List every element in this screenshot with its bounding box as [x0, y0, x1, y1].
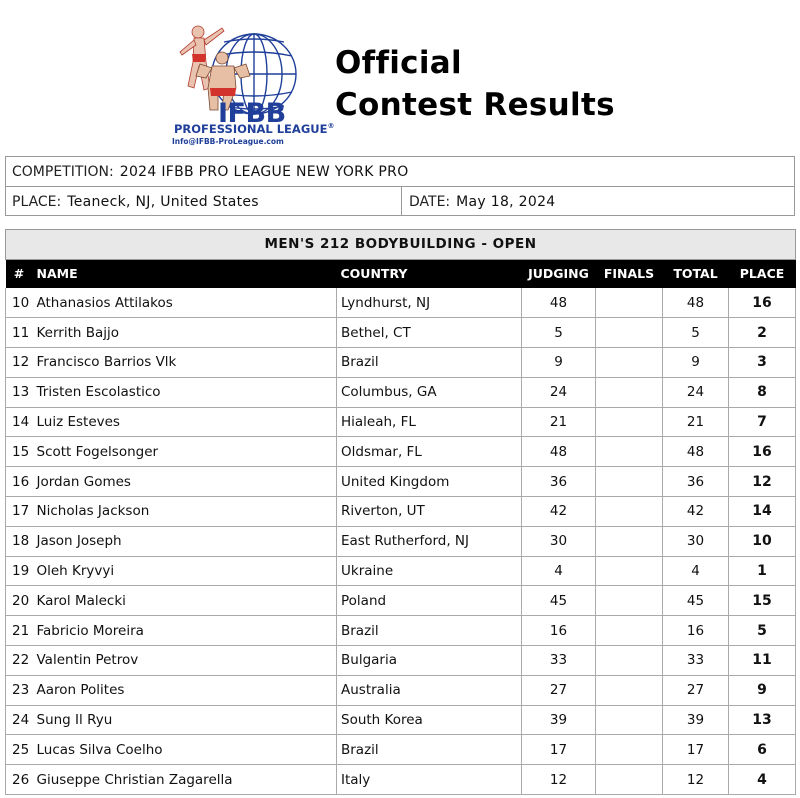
judging-score: 24	[522, 377, 596, 407]
athlete-number: 10	[6, 288, 33, 318]
athlete-country: Brazil	[337, 735, 522, 765]
finals-score	[596, 526, 663, 556]
table-row	[6, 765, 796, 795]
table-row	[6, 556, 796, 586]
col-header-country: COUNTRY	[337, 260, 522, 289]
placing: 1	[729, 556, 796, 586]
athlete-name: Fabricio Moreira	[33, 616, 337, 646]
athlete-name: Athanasios Attilakos	[33, 288, 337, 318]
athlete-country: Bethel, CT	[337, 318, 522, 348]
athlete-number: 19	[6, 556, 33, 586]
athlete-name: Lucas Silva Coelho	[33, 735, 337, 765]
competition-info	[5, 156, 795, 216]
table-row	[6, 616, 796, 646]
total-score: 48	[663, 437, 729, 467]
athlete-number: 22	[6, 646, 33, 676]
athlete-country: Oldsmar, FL	[337, 437, 522, 467]
table-row	[6, 646, 796, 676]
table-row	[6, 467, 796, 497]
table-row	[6, 407, 796, 437]
athlete-name: Kerrith Bajjo	[33, 318, 337, 348]
table-row	[6, 735, 796, 765]
judging-score: 27	[522, 675, 596, 705]
judging-score: 45	[522, 586, 596, 616]
judging-score: 17	[522, 735, 596, 765]
finals-score	[596, 348, 663, 378]
date-label: DATE:	[409, 194, 451, 210]
place-date-row	[6, 187, 794, 216]
col-header-name: NAME	[33, 260, 337, 289]
table-row	[6, 526, 796, 556]
place-value: Teaneck, NJ, United States	[67, 194, 259, 210]
col-header-total: TOTAL	[663, 260, 729, 289]
table-row	[6, 705, 796, 735]
judging-score: 21	[522, 407, 596, 437]
athlete-number: 12	[6, 348, 33, 378]
table-row	[6, 497, 796, 527]
total-score: 12	[663, 765, 729, 795]
placing: 11	[729, 646, 796, 676]
athlete-name: Aaron Polites	[33, 675, 337, 705]
athlete-number: 17	[6, 497, 33, 527]
table-row	[6, 437, 796, 467]
athlete-name: Jason Joseph	[33, 526, 337, 556]
col-header-finals: FINALS	[596, 260, 663, 289]
results-body	[6, 288, 796, 795]
judging-score: 48	[522, 288, 596, 318]
placing: 3	[729, 348, 796, 378]
column-header-row	[6, 260, 796, 289]
athlete-country: Bulgaria	[337, 646, 522, 676]
logo-email: Info@IFBB-ProLeague.com	[172, 137, 284, 146]
judging-score: 4	[522, 556, 596, 586]
logo-league-label: PROFESSIONAL LEAGUE	[174, 122, 328, 136]
finals-score	[596, 288, 663, 318]
judging-score: 33	[522, 646, 596, 676]
table-row	[6, 675, 796, 705]
athlete-country: Poland	[337, 586, 522, 616]
ifbb-pro-league-logo	[166, 18, 335, 148]
athlete-name: Valentin Petrov	[33, 646, 337, 676]
athlete-name: Giuseppe Christian Zagarella	[33, 765, 337, 795]
place-label: PLACE:	[12, 194, 62, 210]
finals-score	[596, 735, 663, 765]
competition-value: 2024 IFBB PRO LEAGUE NEW YORK PRO	[119, 164, 409, 180]
athlete-country: Ukraine	[337, 556, 522, 586]
judging-score: 30	[522, 526, 596, 556]
placing: 10	[729, 526, 796, 556]
athlete-number: 23	[6, 675, 33, 705]
total-score: 21	[663, 407, 729, 437]
athlete-number: 25	[6, 735, 33, 765]
total-score: 4	[663, 556, 729, 586]
table-row	[6, 377, 796, 407]
athlete-country: Hialeah, FL	[337, 407, 522, 437]
place-cell	[12, 187, 259, 216]
finals-score	[596, 675, 663, 705]
athlete-name: Sung Il Ryu	[33, 705, 337, 735]
athlete-number: 20	[6, 586, 33, 616]
athlete-country: Lyndhurst, NJ	[337, 288, 522, 318]
logo-league-text	[174, 122, 334, 136]
finals-score	[596, 646, 663, 676]
page-header	[0, 0, 800, 155]
total-score: 30	[663, 526, 729, 556]
athlete-name: Luiz Esteves	[33, 407, 337, 437]
col-header-num: #	[6, 260, 33, 289]
total-score: 9	[663, 348, 729, 378]
finals-score	[596, 556, 663, 586]
athlete-number: 15	[6, 437, 33, 467]
athlete-name: Nicholas Jackson	[33, 497, 337, 527]
athlete-number: 13	[6, 377, 33, 407]
total-score: 39	[663, 705, 729, 735]
athlete-number: 16	[6, 467, 33, 497]
judging-score: 36	[522, 467, 596, 497]
title-line-1: Official	[335, 45, 462, 81]
total-score: 17	[663, 735, 729, 765]
total-score: 5	[663, 318, 729, 348]
placing: 9	[729, 675, 796, 705]
finals-score	[596, 437, 663, 467]
finals-score	[596, 616, 663, 646]
athlete-country: Columbus, GA	[337, 377, 522, 407]
judging-score: 39	[522, 705, 596, 735]
placing: 12	[729, 467, 796, 497]
athlete-number: 18	[6, 526, 33, 556]
athlete-country: Australia	[337, 675, 522, 705]
judging-score: 42	[522, 497, 596, 527]
athlete-name: Jordan Gomes	[33, 467, 337, 497]
col-header-place: PLACE	[729, 260, 796, 289]
col-header-judging: JUDGING	[522, 260, 596, 289]
placing: 13	[729, 705, 796, 735]
results-table	[5, 229, 796, 795]
placing: 16	[729, 288, 796, 318]
athlete-number: 11	[6, 318, 33, 348]
total-score: 27	[663, 675, 729, 705]
placing: 15	[729, 586, 796, 616]
logo-registered-mark: ®	[327, 122, 335, 130]
finals-score	[596, 318, 663, 348]
total-score: 16	[663, 616, 729, 646]
athlete-country: Brazil	[337, 616, 522, 646]
finals-score	[596, 586, 663, 616]
finals-score	[596, 765, 663, 795]
placing: 7	[729, 407, 796, 437]
page-title	[335, 42, 615, 126]
title-line-2: Contest Results	[335, 87, 615, 123]
judging-score: 5	[522, 318, 596, 348]
athlete-name: Oleh Kryvyi	[33, 556, 337, 586]
athlete-country: Italy	[337, 765, 522, 795]
judging-score: 16	[522, 616, 596, 646]
athlete-country: East Rutherford, NJ	[337, 526, 522, 556]
placing: 2	[729, 318, 796, 348]
total-score: 48	[663, 288, 729, 318]
athlete-country: South Korea	[337, 705, 522, 735]
finals-score	[596, 497, 663, 527]
finals-score	[596, 705, 663, 735]
total-score: 45	[663, 586, 729, 616]
table-row	[6, 586, 796, 616]
total-score: 24	[663, 377, 729, 407]
table-row	[6, 318, 796, 348]
judging-score: 48	[522, 437, 596, 467]
athlete-name: Karol Malecki	[33, 586, 337, 616]
competition-row	[6, 157, 794, 187]
athlete-country: Brazil	[337, 348, 522, 378]
athlete-country: Riverton, UT	[337, 497, 522, 527]
placing: 8	[729, 377, 796, 407]
athlete-number: 14	[6, 407, 33, 437]
finals-score	[596, 377, 663, 407]
table-row	[6, 288, 796, 318]
placing: 5	[729, 616, 796, 646]
placing: 6	[729, 735, 796, 765]
total-score: 42	[663, 497, 729, 527]
competition-label: COMPETITION:	[12, 164, 114, 180]
division-title: MEN'S 212 BODYBUILDING - OPEN	[6, 230, 796, 260]
placing: 14	[729, 497, 796, 527]
total-score: 33	[663, 646, 729, 676]
finals-score	[596, 467, 663, 497]
placing: 16	[729, 437, 796, 467]
athlete-name: Scott Fogelsonger	[33, 437, 337, 467]
date-value: May 18, 2024	[456, 194, 556, 210]
athlete-country: United Kingdom	[337, 467, 522, 497]
judging-score: 9	[522, 348, 596, 378]
total-score: 36	[663, 467, 729, 497]
finals-score	[596, 407, 663, 437]
table-row	[6, 348, 796, 378]
info-divider	[401, 187, 402, 216]
division-header-row	[6, 230, 796, 260]
athlete-name: Francisco Barrios Vlk	[33, 348, 337, 378]
judging-score: 12	[522, 765, 596, 795]
placing: 4	[729, 765, 796, 795]
athlete-number: 24	[6, 705, 33, 735]
athlete-number: 21	[6, 616, 33, 646]
athlete-name: Tristen Escolastico	[33, 377, 337, 407]
date-cell	[409, 187, 555, 216]
athlete-number: 26	[6, 765, 33, 795]
competition-cell	[12, 157, 409, 186]
logo-ifbb-text: IFBB	[218, 98, 286, 129]
